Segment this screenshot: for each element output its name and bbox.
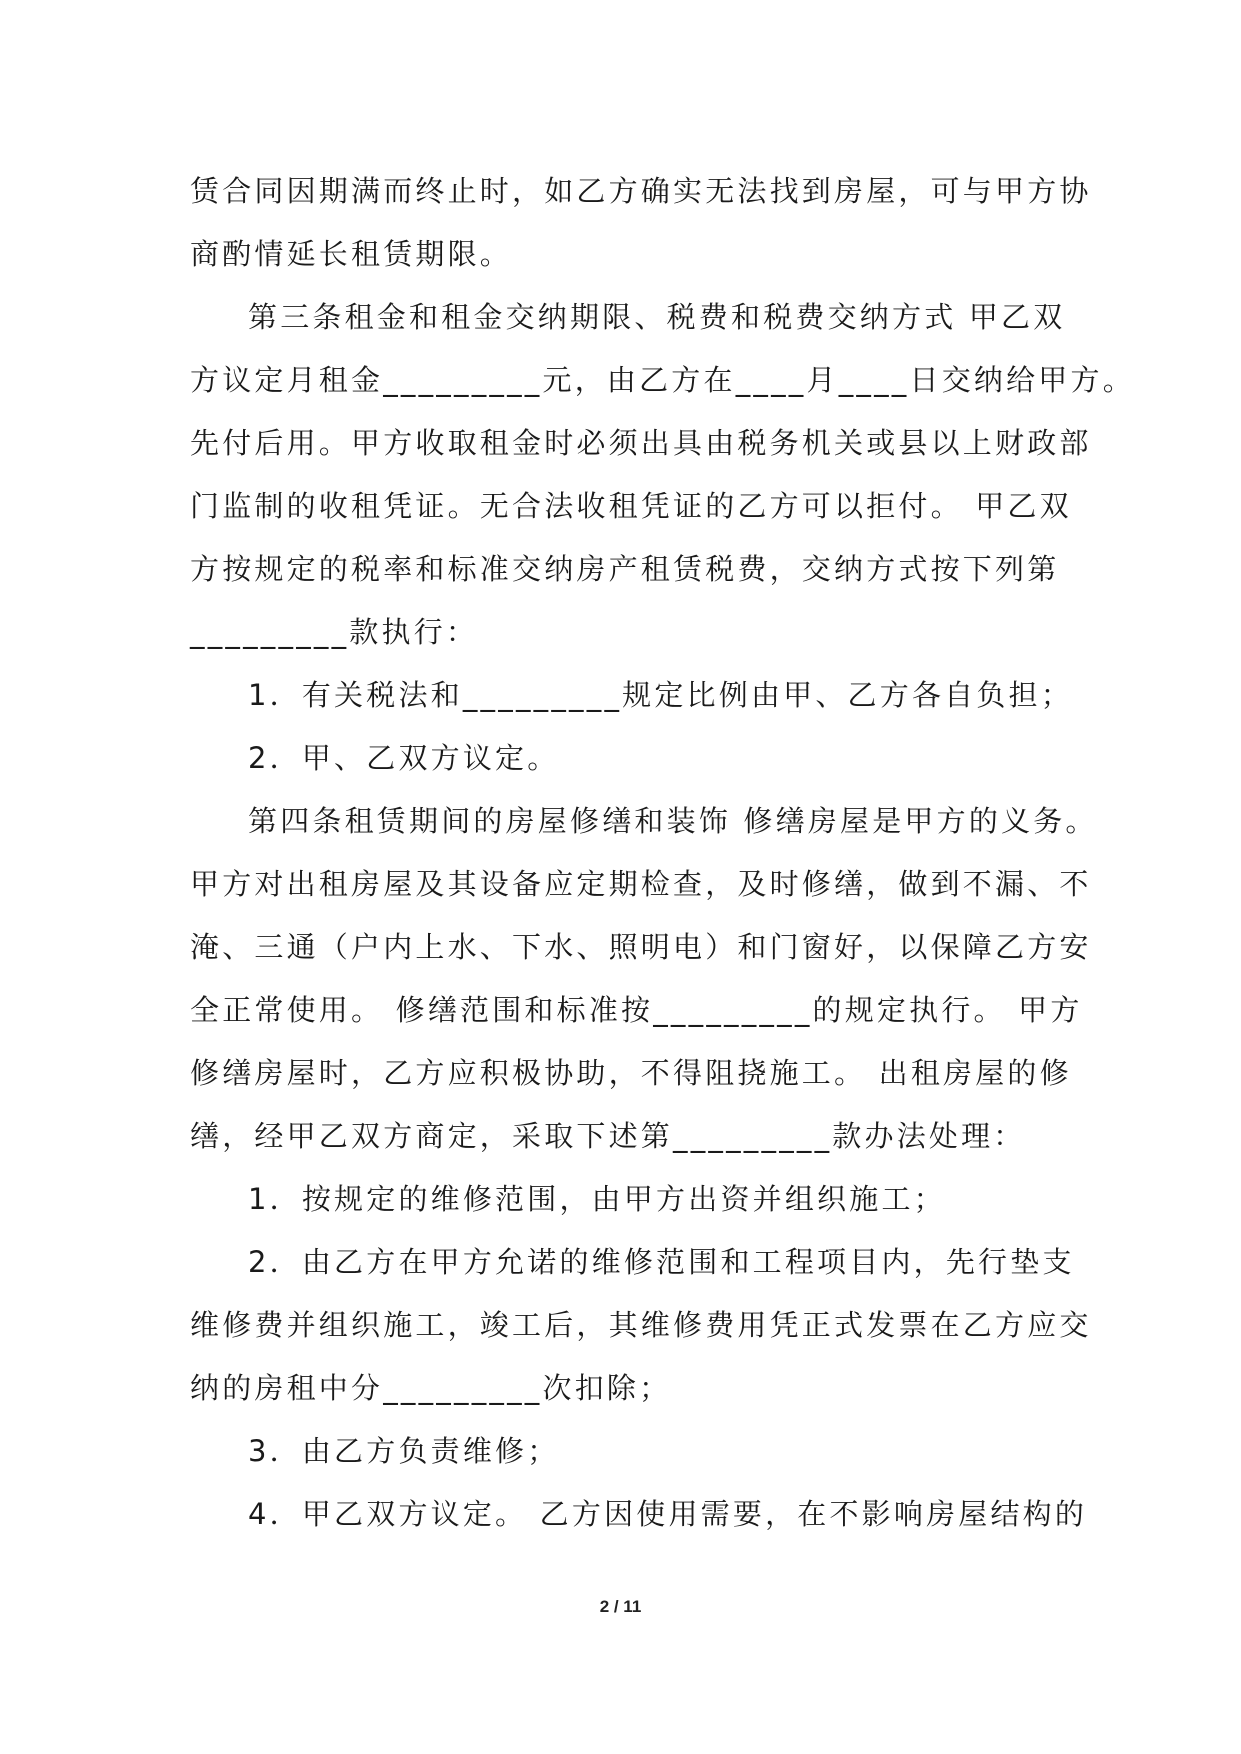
list-item: 1．按规定的维修范围，由甲方出资并组织施工； xyxy=(248,1182,946,1216)
text-line: 缮，经甲乙双方商定，采取下述第_________款办法处理： xyxy=(190,1119,1026,1153)
text-line: 方按规定的税率和标准交纳房产租赁税费，交纳方式按下列第 xyxy=(190,552,1060,586)
page-number: 2 / 11 xyxy=(599,1597,642,1616)
text-line: 全正常使用。 修缮范围和标准按_________的规定执行。 甲方 xyxy=(190,993,1083,1027)
list-item: 3．由乙方负责维修； xyxy=(248,1434,560,1468)
text-line: 纳的房租中分_________次扣除； xyxy=(190,1371,672,1405)
article-4-heading-line: 第四条租赁期间的房屋修缮和装饰 修缮房屋是甲方的义务。 xyxy=(248,804,1098,838)
list-item: 2．甲、乙双方议定。 xyxy=(248,741,560,775)
text-line: 甲方对出租房屋及其设备应定期检查，及时修缮，做到不漏、不 xyxy=(190,867,1092,901)
text-line: _________款执行： xyxy=(190,615,479,649)
text-line: 淹、三通（户内上水、下水、照明电）和门窗好，以保障乙方安 xyxy=(190,930,1092,964)
document-body xyxy=(190,160,1135,1546)
list-item: 4．甲乙双方议定。 乙方因使用需要，在不影响房屋结构的 xyxy=(248,1497,1088,1531)
text-line: 赁合同因期满而终止时，如乙方确实无法找到房屋，可与甲方协 xyxy=(190,174,1092,208)
text-line: 维修费并组织施工，竣工后，其维修费用凭正式发票在乙方应交 xyxy=(190,1308,1092,1342)
text-line: 先付后用。甲方收取租金时必须出具由税务机关或县以上财政部 xyxy=(190,426,1092,460)
text-line: 方议定月租金_________元，由乙方在____月____日交纳给甲方。 xyxy=(190,363,1135,397)
list-item: 1．有关税法和_________规定比例由甲、乙方各自负担； xyxy=(248,678,1073,712)
text-line: 修缮房屋时，乙方应积极协助，不得阻挠施工。 出租房屋的修 xyxy=(190,1056,1072,1090)
list-item: 2．由乙方在甲方允诺的维修范围和工程项目内，先行垫支 xyxy=(248,1245,1075,1279)
text-line: 门监制的收租凭证。无合法收租凭证的乙方可以拒付。 甲乙双 xyxy=(190,489,1072,523)
article-3-heading-line: 第三条租金和租金交纳期限、税费和税费交纳方式 甲乙双 xyxy=(248,300,1066,334)
text-line: 商酌情延长租赁期限。 xyxy=(190,237,513,271)
